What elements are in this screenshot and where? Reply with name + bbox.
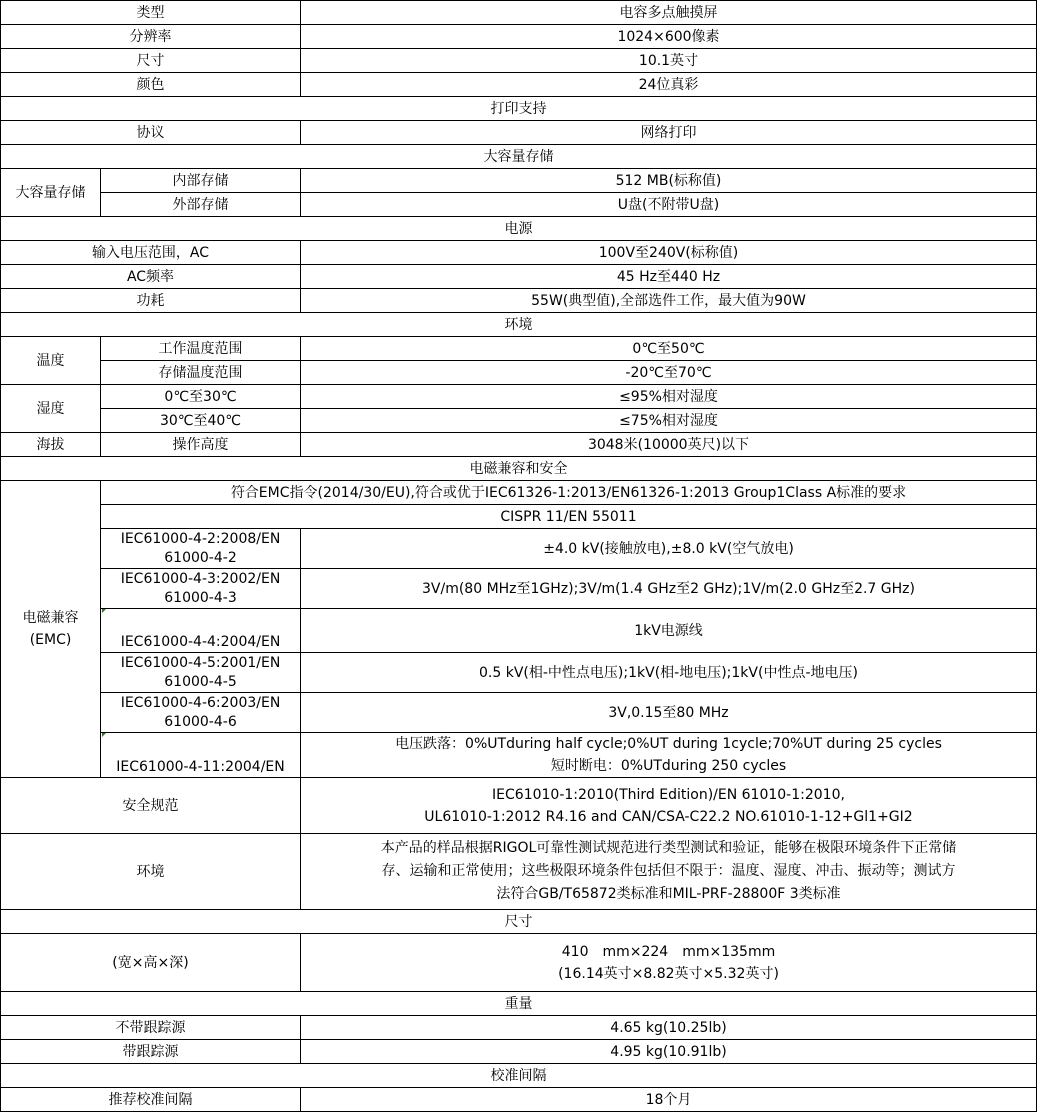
env-test-label: 环境 — [1, 834, 301, 910]
env-test-line-2: 存、运输和正常使用；这些极限环境条件包括但不限于：温度、湿度、冲击、振动等；测试方 — [381, 863, 956, 879]
temp-operating-value: 0℃至50℃ — [301, 337, 1037, 361]
emc-item-label: IEC61000-4-4:2004/EN — [101, 609, 301, 653]
humidity-range-1-value: ≤95%相对湿度 — [301, 385, 1037, 409]
resolution-label: 分辨率 — [1, 25, 301, 49]
consumption-label: 功耗 — [1, 289, 301, 313]
size-value: 10.1英寸 — [301, 49, 1037, 73]
env-test-line-3: 法符合GB/T65872类标准和MIL-PRF-28800F 3类标准 — [496, 886, 841, 902]
weight-no-tracking-label: 不带跟踪源 — [1, 1016, 301, 1040]
weight-no-tracking-value: 4.65 kg(10.25lb) — [301, 1016, 1037, 1040]
internal-storage-value: 512 MB(标称值) — [301, 169, 1037, 193]
humidity-range-2-label: 30℃至40℃ — [101, 409, 301, 433]
emc-group-line1: 电磁兼容 — [22, 610, 79, 626]
environment-section-header: 环境 — [1, 313, 1037, 337]
safety-label: 安全规范 — [1, 778, 301, 834]
color-value: 24位真彩 — [301, 73, 1037, 97]
emc-group-line2: (EMC) — [29, 632, 72, 648]
external-storage-label: 外部存储 — [101, 193, 301, 217]
emc-item-value: 1kV电源线 — [301, 609, 1037, 653]
emc-item-label: IEC61000-4-2:2008/EN 61000-4-2 — [101, 529, 301, 569]
emc-interrupt-line: 短时断电：0%UTduring 250 cycles — [550, 758, 787, 774]
voltage-value: 100V至240V(标称值) — [301, 241, 1037, 265]
weight-tracking-value: 4.95 kg(10.91lb) — [301, 1040, 1037, 1064]
cell-marker-icon — [102, 609, 106, 613]
external-storage-value: U盘(不附带U盘) — [301, 193, 1037, 217]
dimensions-imperial: (16.14英寸×8.82英寸×5.32英寸) — [558, 965, 779, 982]
temperature-group-label: 温度 — [1, 337, 101, 385]
dimensions-metric: 410 mm×224 mm×135mm — [561, 943, 776, 960]
dimensions-value — [301, 934, 1037, 992]
emc-cispr: CISPR 11/EN 55011 — [101, 505, 1037, 529]
emc-item-label: IEC61000-4-6:2003/EN 61000-4-6 — [101, 693, 301, 733]
env-test-value — [301, 834, 1037, 910]
safety-value — [301, 778, 1037, 834]
print-section-header: 打印支持 — [1, 97, 1037, 121]
protocol-label: 协议 — [1, 121, 301, 145]
safety-line-1: IEC61010-1:2010(Third Edition)/EN 61010-1:2010, — [492, 786, 845, 803]
calibration-value: 18个月 — [301, 1088, 1037, 1112]
humidity-group-label: 湿度 — [1, 385, 101, 433]
weight-section-header: 重量 — [1, 992, 1037, 1016]
frequency-label: AC频率 — [1, 265, 301, 289]
type-label: 类型 — [1, 1, 301, 25]
humidity-range-1-label: 0℃至30℃ — [101, 385, 301, 409]
emc-item-label: IEC61000-4-11:2004/EN — [101, 733, 301, 778]
internal-storage-label: 内部存储 — [101, 169, 301, 193]
weight-tracking-label: 带跟踪源 — [1, 1040, 301, 1064]
size-label: 尺寸 — [1, 49, 301, 73]
emc-item-value: ±4.0 kV(接触放电),±8.0 kV(空气放电) — [301, 529, 1037, 569]
emc-dip-line: 电压跌落：0%UTduring half cycle;0%UT during 1cycle;70%UT during 25 cycles — [395, 736, 942, 752]
emc-group-label — [1, 481, 101, 778]
safety-line-2: UL61010-1:2012 R4.16 and CAN/CSA-C22.2 NO.61010-1-12+Gl1+GI2 — [424, 808, 913, 825]
emc-item-value: 3V/m(80 MHz至1GHz);3V/m(1.4 GHz至2 GHz);1V/m(2.0 GHz至2.7 GHz) — [301, 569, 1037, 609]
emc-item-label: IEC61000-4-5:2001/EN 61000-4-5 — [101, 653, 301, 693]
env-test-line-1: 本产品的样品根据RIGOL可靠性测试规范进行类型测试和验证，能够在极限环境条件下正常储 — [380, 840, 957, 856]
temp-storage-label: 存储温度范围 — [101, 361, 301, 385]
color-label: 颜色 — [1, 73, 301, 97]
emc-item-value: 3V,0.15至80 MHz — [301, 693, 1037, 733]
humidity-range-2-value: ≤75%相对湿度 — [301, 409, 1037, 433]
emc-item-label: IEC61000-4-3:2002/EN 61000-4-3 — [101, 569, 301, 609]
dimensions-section-header: 尺寸 — [1, 910, 1037, 934]
altitude-group-label: 海拔 — [1, 433, 101, 457]
temp-operating-label: 工作温度范围 — [101, 337, 301, 361]
altitude-label: 操作高度 — [101, 433, 301, 457]
altitude-value: 3048米(10000英尺)以下 — [301, 433, 1037, 457]
temp-storage-value: -20℃至70℃ — [301, 361, 1037, 385]
dimensions-label: (宽×高×深) — [1, 934, 301, 992]
calibration-label: 推荐校准间隔 — [1, 1088, 301, 1112]
storage-group-label: 大容量存储 — [1, 169, 101, 217]
emc-section-header: 电磁兼容和安全 — [1, 457, 1037, 481]
protocol-value: 网络打印 — [301, 121, 1037, 145]
frequency-value: 45 Hz至440 Hz — [301, 265, 1037, 289]
resolution-value: 1024×600像素 — [301, 25, 1037, 49]
cell-marker-icon — [102, 733, 106, 737]
type-value: 电容多点触摸屏 — [301, 1, 1037, 25]
calibration-section-header: 校准间隔 — [1, 1064, 1037, 1088]
consumption-value: 55W(典型值),全部选件工作，最大值为90W — [301, 289, 1037, 313]
storage-section-header: 大容量存储 — [1, 145, 1037, 169]
emc-item-value — [301, 733, 1037, 778]
emc-item-value: 0.5 kV(相-中性点电压);1kV(相-地电压);1kV(中性点-地电压) — [301, 653, 1037, 693]
voltage-label: 输入电压范围，AC — [1, 241, 301, 265]
emc-directive: 符合EMC指令(2014/30/EU),符合或优于IEC61326-1:2013/EN61326-1:2013 Group1Class A标准的要求 — [101, 481, 1037, 505]
power-section-header: 电源 — [1, 217, 1037, 241]
